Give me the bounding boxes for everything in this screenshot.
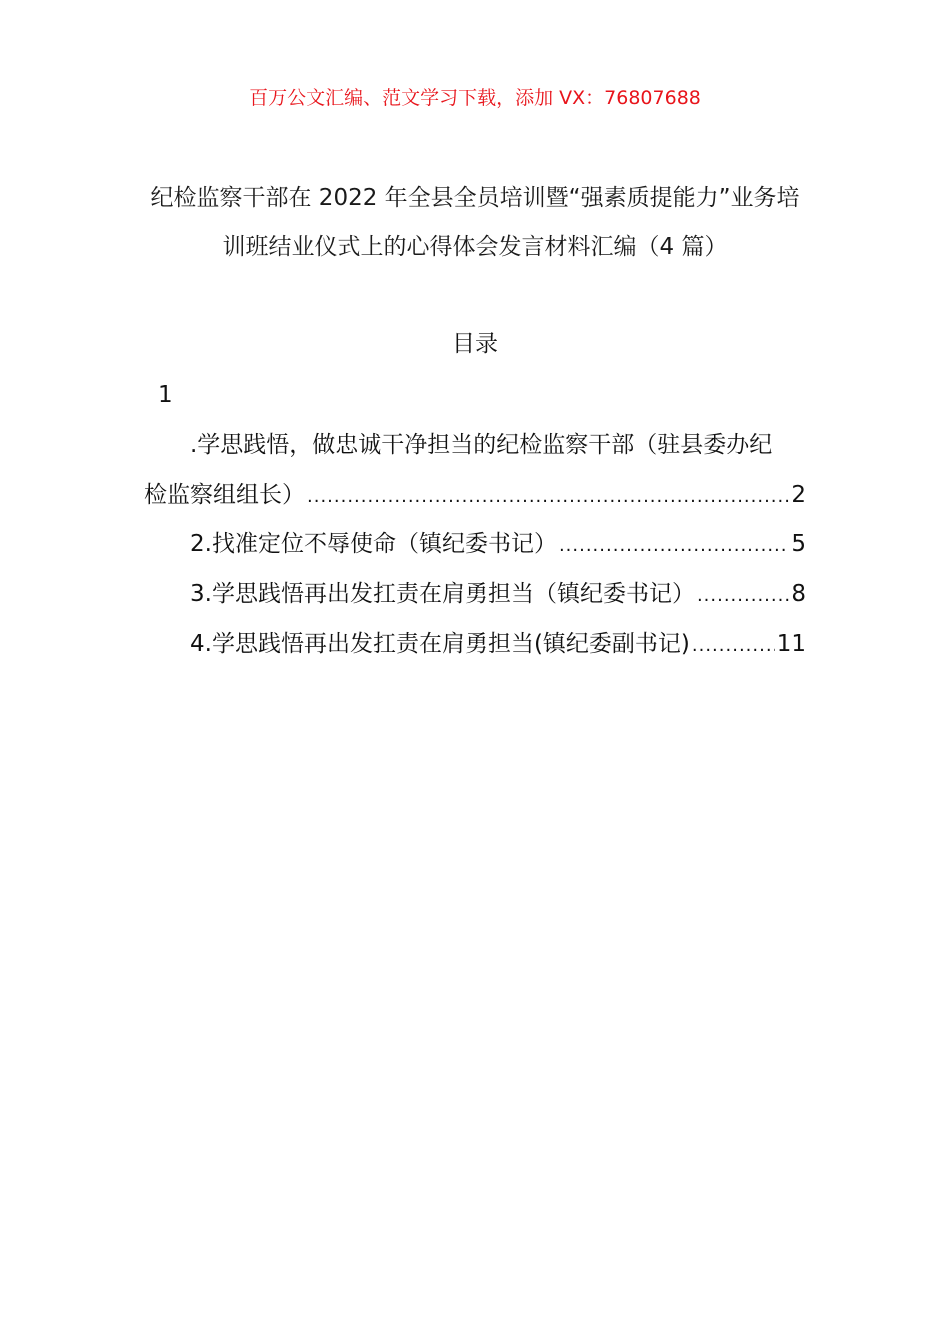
toc-entry-3-page: 8 xyxy=(791,581,806,607)
toc-leader-dots xyxy=(559,521,789,571)
toc-entry-1-title-line2: 检监察组组长） xyxy=(144,482,305,508)
toc-entry-4-page: 11 xyxy=(776,631,806,657)
toc-entry-3-title: 3.学思践悟再出发扛责在肩勇担当（镇纪委书记） xyxy=(190,581,695,607)
toc-entry-1-title-line1: .学思践悟，做忠诚干净担当的纪检监察干部（驻县委办纪 xyxy=(190,432,773,458)
toc-leader-dots xyxy=(307,472,789,522)
toc-leader-dots xyxy=(697,571,789,621)
toc-entry-2-page: 5 xyxy=(791,531,806,557)
header-banner: 百万公文汇编、范文学习下载，添加 VX：76807688 xyxy=(249,87,701,109)
toc-entry-1-page: 2 xyxy=(791,482,806,508)
toc-entry-1-number: 1 xyxy=(158,382,173,408)
toc-heading: 目录 xyxy=(452,331,498,357)
toc-entry-2-title: 2.找准定位不辱使命（镇纪委书记） xyxy=(190,531,557,557)
toc-entry-2[interactable] xyxy=(144,519,806,571)
toc-entry-3[interactable] xyxy=(144,569,806,621)
toc-entry-4[interactable] xyxy=(144,619,806,671)
document-title: 纪检监察干部在 2022 年全县全员培训暨“强素质提能力”业务培训班结业仪式上的心得体会发言材料汇编（4 篇） xyxy=(150,185,800,260)
toc-entry-4-title: 4.学思践悟再出发扛责在肩勇担当(镇纪委副书记) xyxy=(190,631,690,657)
toc-leader-dots xyxy=(692,621,775,671)
toc-entry-1[interactable] xyxy=(144,420,806,522)
